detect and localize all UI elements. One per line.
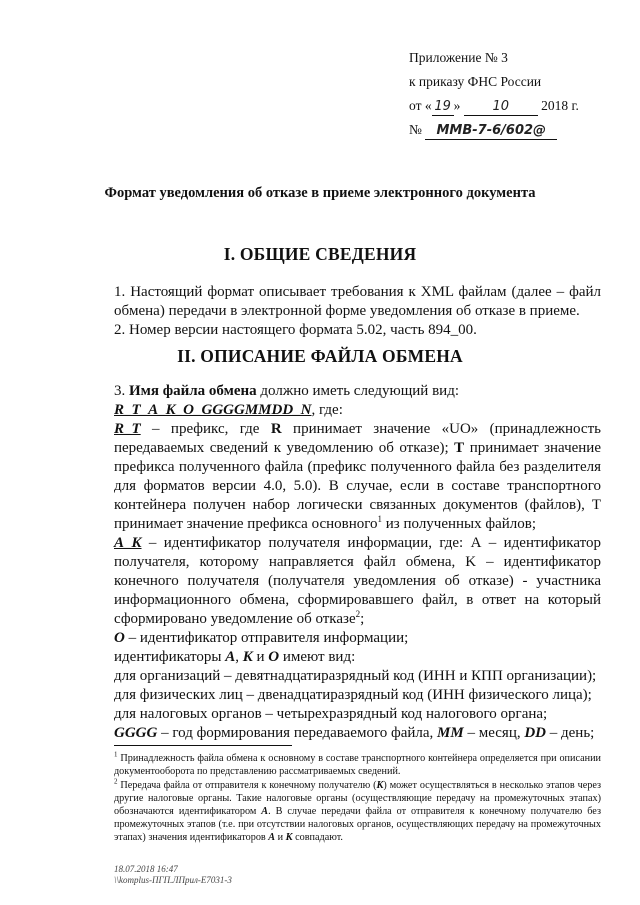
tax-authority-format: для налоговых органов – четырехразрядный код налогового органа; bbox=[114, 706, 548, 722]
prefix-definition bbox=[114, 420, 601, 534]
footnote-2-k: К bbox=[376, 780, 384, 791]
print-path: \\komplus-ПГП.ЛПрил-Е7031-3 bbox=[114, 875, 232, 885]
paragraph-1-text: 1. Настоящий формат описывает требования к XML файлам (далее – файл обмена) передачи в электронной форме уведомления об отказе в приеме. bbox=[114, 284, 601, 319]
recipient-definition bbox=[114, 534, 601, 629]
dd-term: DD bbox=[524, 725, 547, 741]
paragraph-2-text: 2. Номер версии настоящего формата 5.02, часть 894_00. bbox=[114, 322, 477, 338]
paragraph-1 bbox=[114, 283, 601, 321]
o-term: O bbox=[114, 630, 125, 646]
print-timestamp: 18.07.2018 16:47 bbox=[114, 864, 178, 874]
pattern-text: R_T_A_K_O_GGGGMMDD_N bbox=[114, 402, 312, 418]
document-title: Формат уведомления об отказе в приеме электронного документа bbox=[104, 185, 536, 201]
pattern-tail: , где: bbox=[311, 402, 343, 418]
section-1-body bbox=[114, 283, 601, 340]
o-text: – идентификатор отправителя информации; bbox=[124, 630, 409, 646]
order-number-row bbox=[409, 118, 579, 142]
section-2-title: II. ОПИСАНИЕ ФАЙЛА ОБМЕНА bbox=[177, 346, 463, 366]
section-2-body bbox=[114, 382, 601, 743]
identifiers-format bbox=[114, 648, 601, 667]
footnote-2-mark: 2 bbox=[114, 777, 118, 786]
number-prefix: № bbox=[409, 122, 422, 137]
date-definition bbox=[114, 724, 601, 743]
footnote-2-and: и bbox=[275, 832, 286, 843]
rt-text-c: принимает значение префикса полученного файла (префикс полученного файла без разделителя для форматов версии 4.0, 5.0). В случае, если в составе транспортного контейнера получен набор логически связанных документов (файлов), T принимает значение префикса основного bbox=[114, 440, 601, 532]
mm-text: – месяц, bbox=[463, 725, 525, 741]
section-1-title: I. ОБЩИЕ СВЕДЕНИЯ bbox=[223, 244, 417, 264]
gggg-text: – год формирования передаваемого файла, bbox=[157, 725, 438, 741]
rt-text-a: – префикс, где bbox=[140, 421, 271, 437]
paragraph-3-rest: должно иметь следующий вид: bbox=[260, 383, 459, 399]
rt-t: T bbox=[454, 440, 465, 456]
order-reference: к приказу ФНС России bbox=[409, 74, 542, 89]
ak-tail: ; bbox=[360, 611, 365, 627]
individual-format: для физических лиц – двенадцатиразрядный код (ИНН физического лица); bbox=[114, 687, 592, 703]
file-name-pattern bbox=[114, 401, 601, 420]
ids-tail: имеют вид: bbox=[279, 649, 356, 665]
footnote-1-text: Принадлежность файла обмена к основному в составе транспортного контейнера определяется при описании документооборота по представлению рассматриваемых сведений. bbox=[114, 753, 601, 777]
paragraph-3-number: 3. bbox=[114, 383, 126, 399]
footnote-2-text-b: ) может осуществляться в несколько этапов через другие налоговые органы. Такие налоговые органы (осуществляющие передачу на промежуточных этапах) обозначаются идентификатором bbox=[114, 780, 601, 817]
ids-comma: , bbox=[235, 649, 243, 665]
dd-text: – день; bbox=[546, 725, 595, 741]
ids-k: K bbox=[242, 649, 253, 665]
paragraph-3-bold: Имя файла обмена bbox=[129, 383, 257, 399]
order-month: 10 bbox=[464, 99, 538, 116]
order-date bbox=[409, 94, 579, 118]
footnote-2-a2: А bbox=[268, 832, 276, 843]
gggg-term: GGGG bbox=[114, 725, 158, 741]
footnote-2-k2: К bbox=[285, 832, 293, 843]
footnote-2-text-d: совпадают. bbox=[292, 832, 343, 843]
footnote-2-text-a: Передача файла от отправителя к конечному получателю ( bbox=[117, 780, 377, 791]
mm-term: MM bbox=[437, 725, 464, 741]
ak-text: – идентификатор получателя информации, где: А – идентификатор получателя, которому направляется файл обмена, K – идентификатор конечного получателя (получателя уведомления об отказе) - участника информационного обмена, сформировавшего файл, в ответ на который сформировано уведомление об отказе bbox=[114, 535, 601, 627]
paragraph-2 bbox=[114, 321, 601, 340]
footnote-1 bbox=[114, 752, 601, 778]
rt-term: R_T bbox=[114, 421, 141, 437]
footnote-2-a: А bbox=[261, 806, 269, 817]
order-day: 19 bbox=[432, 99, 454, 116]
approval-block bbox=[409, 46, 579, 142]
ids-text: идентификаторы bbox=[114, 649, 226, 665]
date-mid: » bbox=[453, 98, 461, 113]
ids-a: A bbox=[225, 649, 236, 665]
date-prefix: от « bbox=[409, 98, 432, 113]
footnote-2-text-c: . В случае передачи файла от отправителя к конечному получателю без промежуточных этапов (т.е. при отсутствии налоговых органов, осуществляющих передачу на промежуточных этапах) значения идентификаторов bbox=[114, 806, 601, 843]
ids-o: O bbox=[268, 649, 280, 665]
org-format: для организаций – девятнадцатиразрядный код (ИНН и КПП организации); bbox=[114, 668, 597, 684]
appendix-number: Приложение № 3 bbox=[409, 50, 508, 65]
print-stamp bbox=[114, 864, 232, 886]
paragraph-3 bbox=[114, 382, 601, 401]
rt-text-d: из полученных файлов; bbox=[382, 516, 537, 532]
sender-definition bbox=[114, 629, 601, 648]
rt-r: R bbox=[270, 421, 282, 437]
ak-term: A_K bbox=[114, 535, 142, 551]
rt-text-b: принимает значение «UO» (принадлежность передаваемых сведений к уведомлению об отказе); bbox=[114, 421, 601, 456]
footnotes bbox=[114, 752, 601, 845]
footnote-divider bbox=[114, 745, 292, 746]
footnote-ref-1: 1 bbox=[377, 514, 383, 524]
footnote-1-mark: 1 bbox=[114, 750, 118, 759]
order-number: ММВ-7-6/602@ bbox=[425, 123, 557, 140]
order-year: 2018 г. bbox=[541, 98, 579, 113]
ids-and: и bbox=[252, 649, 269, 665]
footnote-2 bbox=[114, 779, 601, 844]
footnote-ref-2: 2 bbox=[355, 609, 361, 619]
